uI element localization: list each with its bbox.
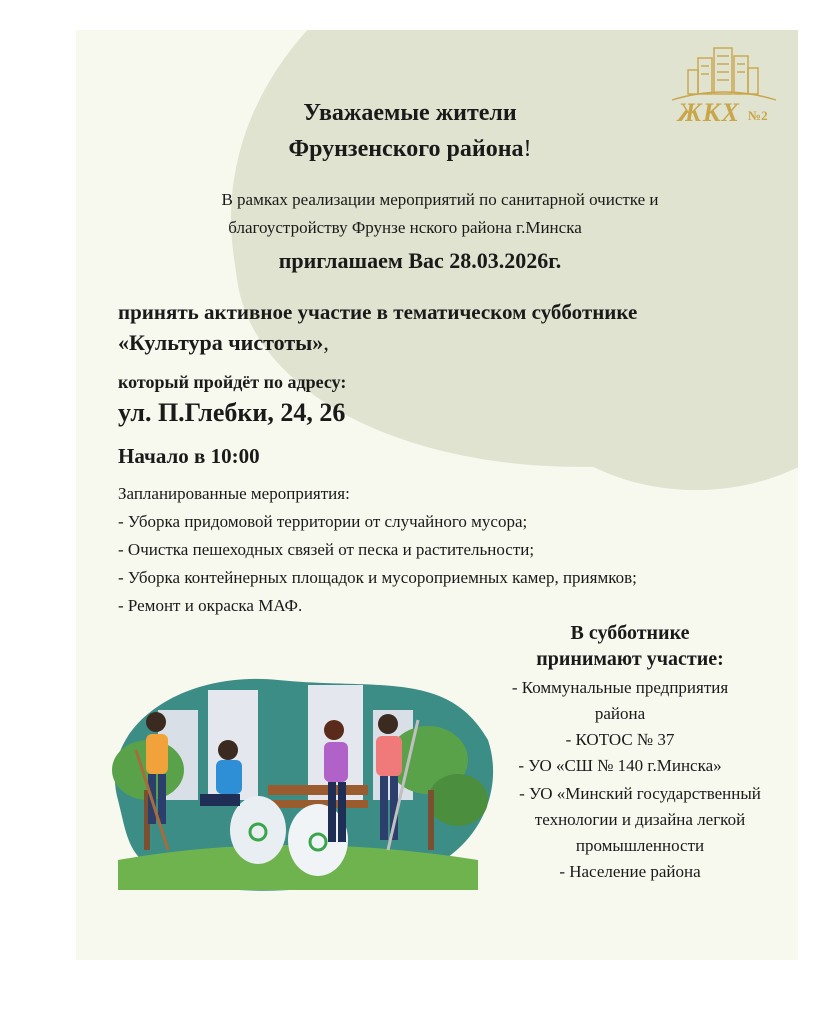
- heading-line-1: Уважаемые жители: [303, 100, 517, 126]
- participate-line: принять активное участие в тематическом субботнике: [118, 300, 638, 324]
- zhkh-logo: [668, 40, 780, 128]
- start-time: Начало в 10:00: [118, 444, 260, 468]
- people-cleaning-park-illustration: [88, 650, 498, 900]
- list-item: - Уборка контейнерных площадок и мусороприемных камер, приямков;: [118, 568, 637, 587]
- address-label: который пройдёт по адресу:: [118, 372, 347, 392]
- heading-exclamation: !: [523, 136, 532, 162]
- heading-line-2: [220, 136, 600, 163]
- list-item: - Очистка пешеходных связей от песка и растительности;: [118, 540, 535, 559]
- logo-suffix: №2: [748, 108, 768, 123]
- list-item: - Население района: [559, 862, 701, 881]
- list-item: технологии и дизайна легкой: [534, 810, 746, 829]
- event-name: [118, 330, 329, 356]
- event-name-comma: ,: [323, 330, 329, 355]
- list-item: - Ремонт и окраска МАФ.: [118, 596, 303, 615]
- address-value: ул. П.Глебки, 24, 26: [118, 398, 346, 427]
- logo-text: ЖКХ: [678, 98, 740, 127]
- intro-line-2: благоустройству Фрунзе нского района г.Минска: [228, 218, 582, 237]
- invite-date: приглашаем Вас 28.03.2026г.: [278, 248, 562, 273]
- heading-line-2-text: Фрунзенского района: [288, 136, 524, 162]
- list-item: района: [594, 704, 646, 723]
- cleaning-scene-icon: [88, 650, 498, 900]
- activities-title: Запланированные мероприятия:: [118, 484, 350, 503]
- list-item: - КОТОС № 37: [565, 730, 675, 749]
- list-item: - Коммунальные предприятия: [511, 678, 729, 697]
- participants-title-line-2: принимают участие:: [536, 648, 724, 670]
- list-item: - Уборка придомовой территории от случайного мусора;: [118, 512, 528, 531]
- list-item: - УО «СШ № 140 г.Минска»: [518, 756, 722, 775]
- list-item: промышленности: [575, 836, 705, 855]
- intro-line-1: В рамках реализации мероприятий по санитарной очистке и: [221, 190, 659, 209]
- participants-title-line-1: В субботнике: [570, 622, 690, 644]
- list-item: - УО «Минский государственный: [519, 784, 761, 803]
- event-name-text: «Культура чистоты»: [118, 330, 324, 355]
